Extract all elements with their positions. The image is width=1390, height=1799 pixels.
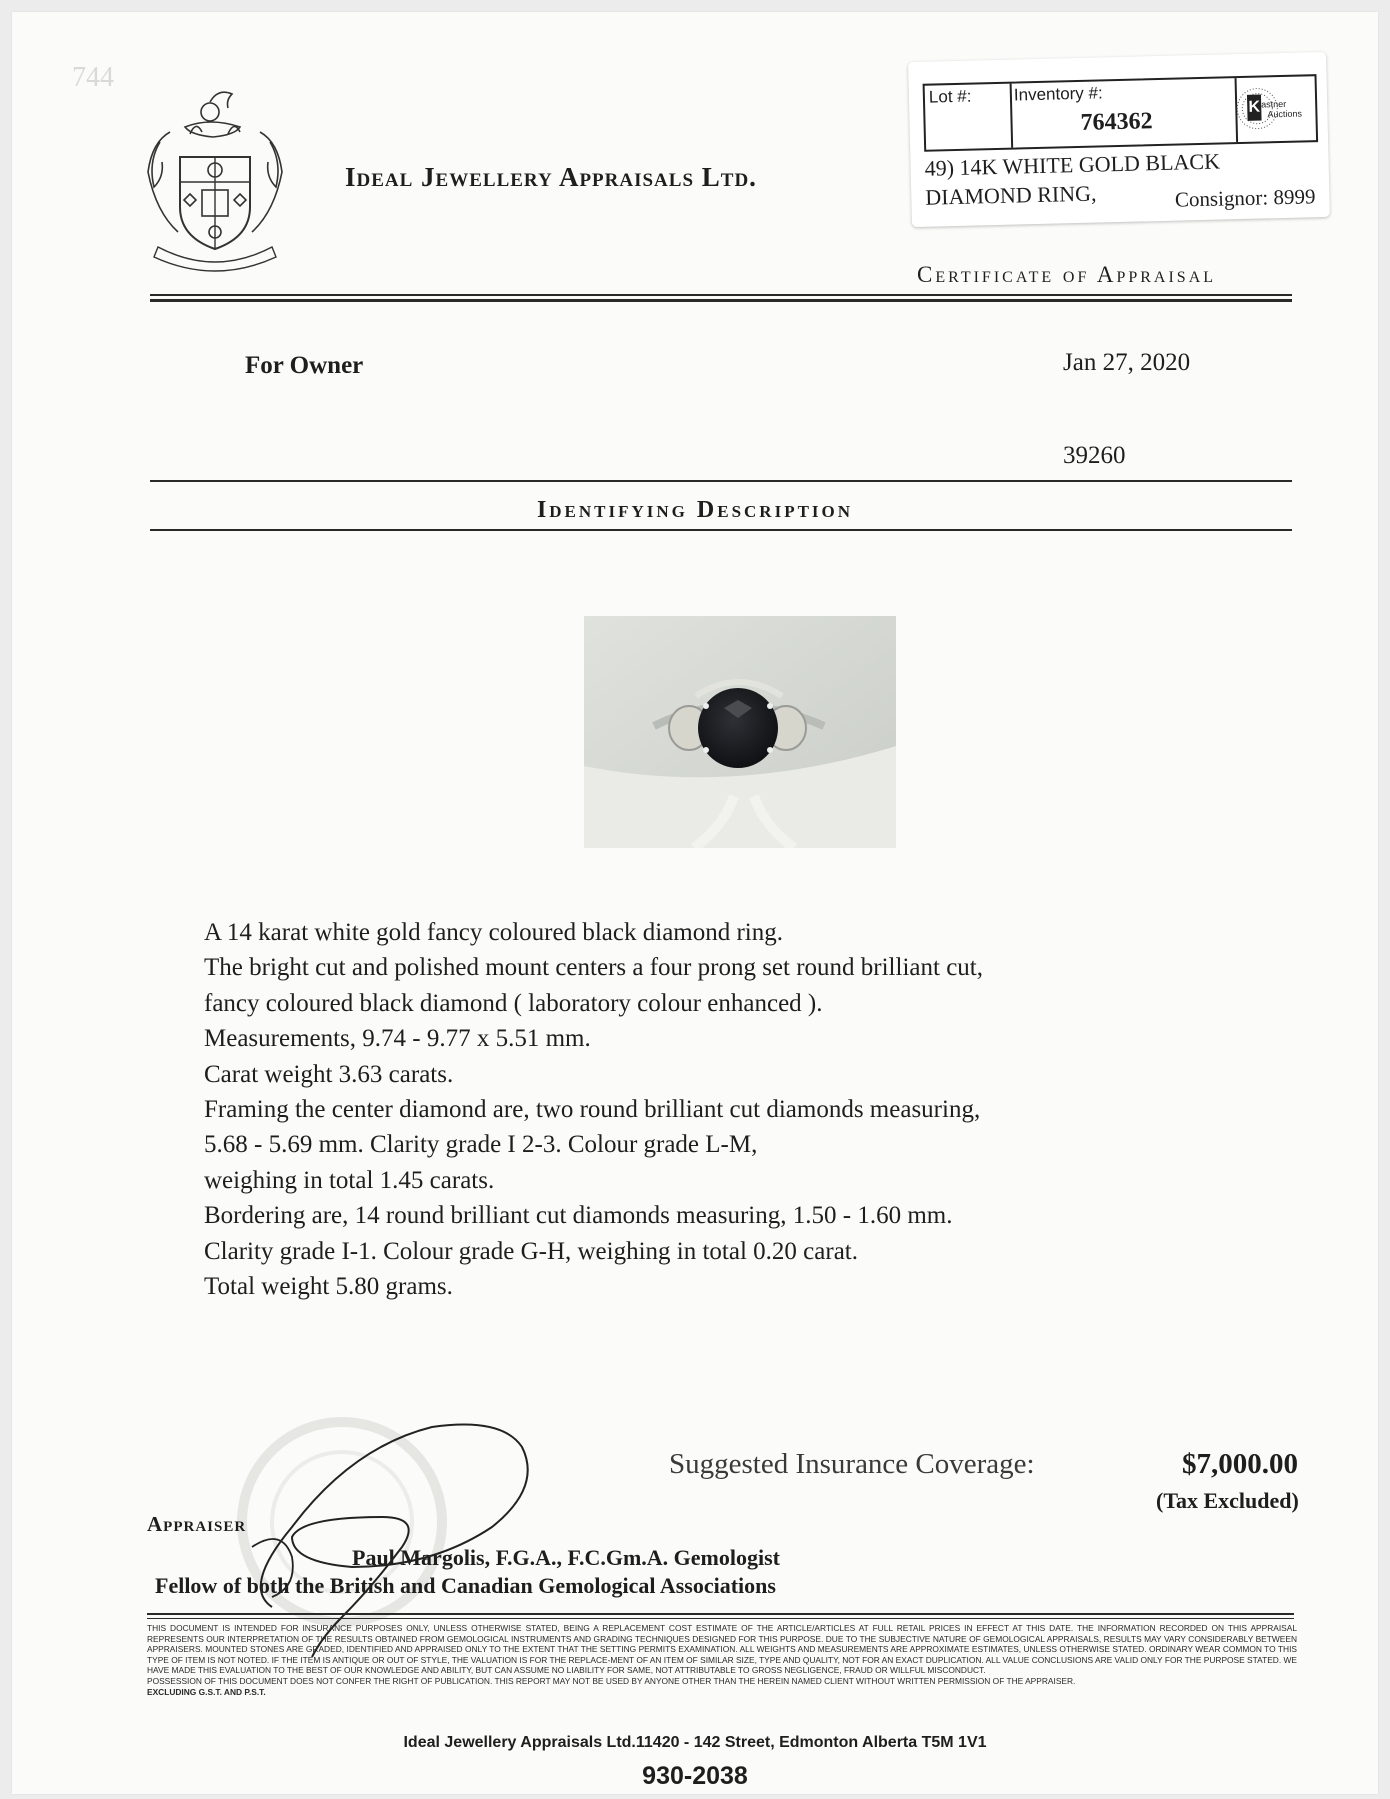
sticker-description-line2: DIAMOND RING, [925, 180, 1097, 210]
ring-photo [584, 616, 896, 848]
logo-text-line1: astner [1261, 98, 1287, 110]
footer-phone: 930-2038 [642, 1762, 748, 1790]
pencil-mark: 744 [72, 62, 114, 93]
description-line: The bright cut and polished mount centers a four prong set round brilliant cut, [204, 954, 983, 982]
disclaimer [147, 1623, 1297, 1697]
description-line: fancy coloured black diamond ( laboratory colour enhanced ). [204, 989, 823, 1017]
logo-letter: K [1247, 95, 1262, 121]
logo-text-line2: Auctions [1267, 108, 1303, 120]
sticker-description-line1: 49) 14K WHITE GOLD BLACK [924, 148, 1221, 181]
divider [150, 294, 1292, 296]
certificate-title: Certificate of Appraisal [917, 262, 1217, 287]
disclaimer-tax: EXCLUDING G.S.T. AND P.S.T. [147, 1686, 266, 1697]
inventory-label: Inventory #: [1013, 83, 1103, 105]
inventory-number: 764362 [1080, 108, 1153, 136]
divider [150, 480, 1292, 482]
description-line: Measurements, 9.74 - 9.77 x 5.51 mm. [204, 1025, 591, 1053]
description-line: Clarity grade I-1. Colour grade G-H, weighing in total 0.20 carat. [204, 1237, 858, 1265]
disclaimer-paragraph: THIS DOCUMENT IS INTENDED FOR INSURANCE PURPOSES ONLY, UNLESS OTHERWISE STATED, BEING A REPLACEMENT COST ESTIMATE OF THE ARTICLE/ARTICLES AT FULL RETAIL PRICES IN EFFECT AT THIS DATE. THE INFORMATION RECORDED ON THIS APPRAISAL REPRESENTS OUR INTERPRETATION OF THE RESULTS OBTAINED FROM GEMOLOGICAL INSTRUMENTS AND GRADING TECHNIQUES DESIGNED FOR THIS PURPOSE. DUE TO THE SUBJECTIVE NATURE OF GEMOLOGICAL APPRAISALS, RESULTS MAY VARY CONSIDERABLY BETWEEN APPRAISERS. MOUNTED STONES ARE GRADED, IDENTIFIED AND APPRAISED ONLY TO THE EXTENT THAT THE SETTING PERMITS EXAMINATION. ALL WEIGHTS AND MEASUREMENTS ARE APPROXIMATE ESTIMATES, UNLESS OTHERWISE STATED. ORDINARY WEAR COMMON TO THIS TYPE OF ITEM IS NOT NOTED. IF THE ITEM IS ANTIQUE OR OUT OF STYLE, THE VALUATION IS FOR THE REPLACE-MENT OF AN ITEM OF SIMILAR SIZE, TYPE AND QUALITY, NOT FOR AN EXACT DUPLICATION. ALL VALUE CONCLUSIONS ARE VALID ONLY FOR THE PURPOSE STATED. WE HAVE MADE THIS EVALUATION TO THE BEST OF OUR KNOWLEDGE AND ABILITY, BUT CAN ASSUME NO LIABILITY FOR SAME, NOT ATTRIBUTABLE TO GROSS NEGLIGENCE, FRAUD OR WILLFUL MISCONDUCT. [147, 1623, 1297, 1676]
coverage-label: Suggested Insurance Coverage: [669, 1448, 1035, 1480]
description-line: Bordering are, 14 round brilliant cut diamonds measuring, 1.50 - 1.60 mm. [204, 1202, 953, 1230]
auction-sticker [908, 52, 1330, 227]
divider [147, 1618, 1294, 1619]
disclaimer-possession: POSSESSION OF THIS DOCUMENT DOES NOT CONFER THE RIGHT OF PUBLICATION. THIS REPORT MAY NOT BE USED BY ANYONE OTHER THAN THE HEREIN NAMED CLIENT WITHOUT WRITTEN PERMISSION OF THE APPRAISER. [147, 1675, 1076, 1686]
description-line: Total weight 5.80 grams. [204, 1273, 453, 1301]
description-line: 5.68 - 5.69 mm. Clarity grade I 2-3. Colour grade L-M, [204, 1131, 758, 1159]
description-line: A 14 karat white gold fancy coloured black diamond ring. [204, 919, 784, 946]
company-name: Ideal Jewellery Appraisals Ltd. [345, 162, 757, 192]
appraisal-certificate-page [12, 12, 1378, 1794]
tax-note: (Tax Excluded) [1156, 1488, 1299, 1513]
logo-text [1261, 99, 1302, 120]
footer-address: Ideal Jewellery Appraisals Ltd.11420 - 142 Street, Edmonton Alberta T5M 1V1 [403, 1734, 987, 1751]
reference-number: 39260 [1063, 442, 1126, 469]
coat-of-arms-logo [140, 82, 290, 272]
description-line: Carat weight 3.63 carats. [204, 1060, 454, 1088]
auction-logo [1235, 76, 1317, 142]
description-line: Framing the center diamond are, two round brilliant cut diamonds measuring, [204, 1096, 981, 1124]
appraiser-label: Appraiser [147, 1512, 247, 1536]
lot-label: Lot #: [928, 86, 972, 107]
owner-label: For Owner [245, 352, 364, 379]
inventory-cell [1010, 78, 1238, 148]
appraiser-name: Paul Margolis, F.G.A., F.C.Gm.A. Gemologist [352, 1545, 780, 1570]
appraisal-date: Jan 27, 2020 [1063, 349, 1191, 376]
consignor: Consignor: 8999 [1174, 184, 1316, 212]
coverage-amount: $7,000.00 [1182, 1448, 1298, 1480]
appraiser-fellowship: Fellow of both the British and Canadian Gemological Associations [155, 1573, 776, 1598]
description-line: weighing in total 1.45 carats. [204, 1166, 495, 1194]
sticker-table [923, 74, 1319, 152]
section-title: Identifying Description [536, 497, 854, 523]
identifying-description [204, 915, 983, 1304]
divider [150, 299, 1292, 302]
divider [150, 529, 1292, 531]
divider [147, 1613, 1294, 1615]
lot-cell [925, 84, 1014, 150]
